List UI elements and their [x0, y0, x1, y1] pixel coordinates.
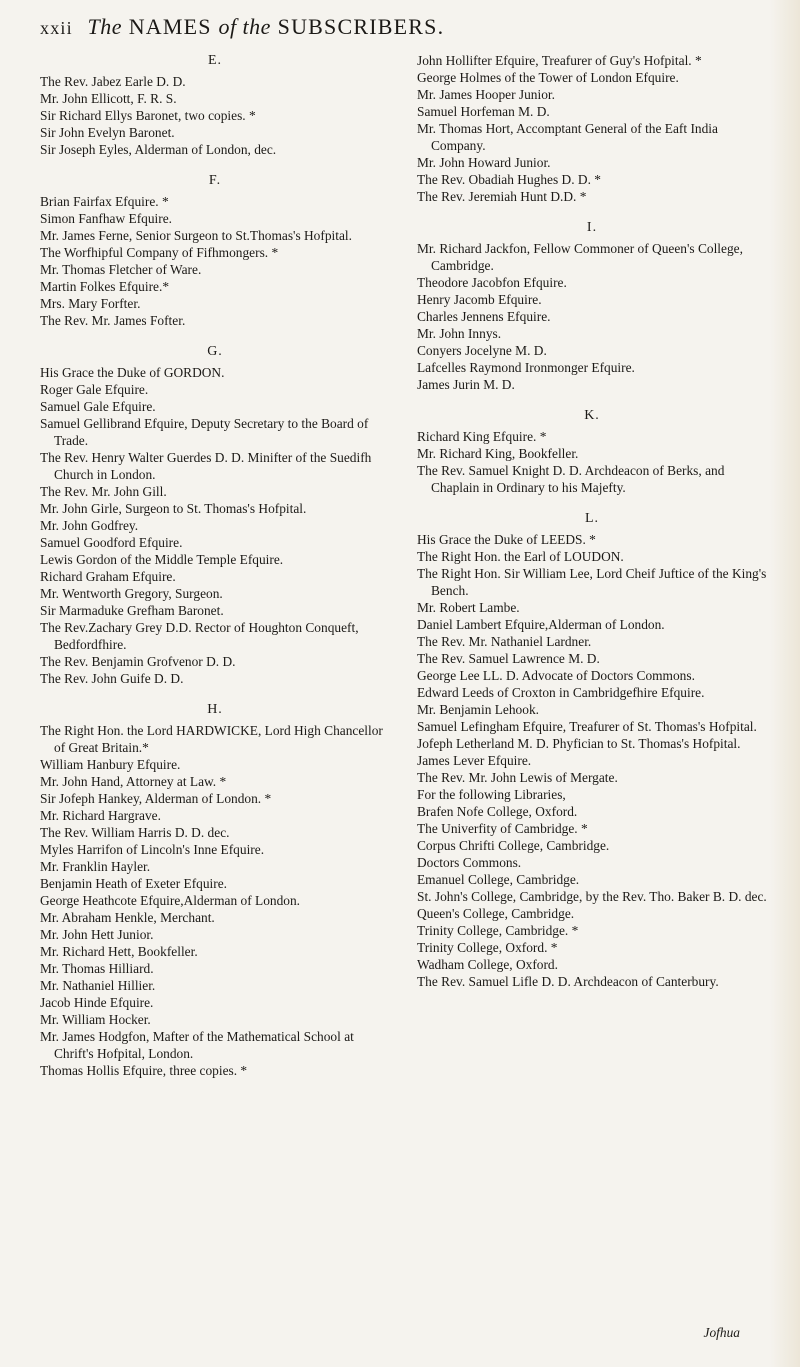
- subscriber-entry: Mr. Robert Lambe.: [417, 600, 520, 615]
- subscriber-entry: Mr. Wentworth Gregory, Surgeon.: [40, 586, 223, 601]
- subscriber-entry: Myles Harrifon of Lincoln's Inne Efquire.: [40, 842, 265, 857]
- subscriber-entry: Mr. John Hett Junior.: [40, 927, 154, 942]
- subscriber-entry: William Hanbury Efquire.: [40, 757, 181, 772]
- page-number: xxii: [40, 18, 73, 38]
- subscriber-entry: Sir John Evelyn Baronet.: [40, 125, 175, 140]
- subscriber-entry: Charles Jennens Efquire.: [417, 309, 551, 324]
- header-subscribers: SUBSCRIBERS.: [277, 14, 445, 39]
- subscriber-entry: The Rev. Jabez Earle D. D.: [40, 74, 186, 89]
- subscriber-entry: Mr. John Godfrey.: [40, 518, 139, 533]
- subscriber-entry: The Right Hon. the Earl of LOUDON.: [417, 549, 624, 564]
- subscriber-entry: Henry Jacomb Efquire.: [417, 292, 542, 307]
- subscriber-entry: Mr. John Hand, Attorney at Law. *: [40, 774, 227, 789]
- subscriber-entry: Mrs. Mary Forfter.: [40, 296, 141, 311]
- subscriber-entry: Samuel Gellibrand Efquire, Deputy Secretary to the Board of Trade.: [40, 416, 369, 448]
- section-letter: E.: [207, 53, 223, 68]
- section-letter: L.: [584, 511, 600, 526]
- subscriber-entry: The Rev. Jeremiah Hunt D.D. *: [417, 189, 587, 204]
- subscriber-entry: Theodore Jacobfon Efquire.: [417, 275, 567, 290]
- subscriber-entry: The Univerfity of Cambridge. *: [417, 821, 588, 836]
- subscriber-entry: For the following Libraries,: [417, 787, 566, 802]
- subscriber-entry: Mr. Thomas Fletcher of Ware.: [40, 262, 202, 277]
- page-edge-shadow: [770, 0, 800, 1367]
- subscriber-entry: Daniel Lambert Efquire,Alderman of London.: [417, 617, 665, 632]
- subscriber-entry: The Right Hon. Sir William Lee, Lord Cheif Juftice of the King's Bench.: [417, 566, 767, 598]
- subscriber-entry: Mr. James Hooper Junior.: [417, 87, 555, 102]
- subscriber-entry: Emanuel College, Cambridge.: [417, 872, 580, 887]
- subscriber-entry: Mr. James Ferne, Senior Surgeon to St.Thomas's Hofpital.: [40, 228, 352, 243]
- subscriber-entry: John Hollifter Efquire, Treafurer of Guy's Hofpital. *: [417, 53, 702, 68]
- subscriber-entry: Lewis Gordon of the Middle Temple Efquire.: [40, 552, 284, 567]
- subscriber-entry: The Rev.Zachary Grey D.D. Rector of Houghton Conqueft, Bedfordfhire.: [40, 620, 359, 652]
- subscriber-entry: Martin Folkes Efquire.*: [40, 279, 170, 294]
- subscriber-entry: Jofeph Letherland M. D. Phyfician to St. Thomas's Hofpital.: [417, 736, 741, 751]
- subscriber-entry: Mr. James Hodgfon, Mafter of the Mathematical School at Chrift's Hofpital, London.: [40, 1029, 354, 1061]
- subscriber-entry: The Rev. William Harris D. D. dec.: [40, 825, 230, 840]
- subscriber-entry: Samuel Gale Efquire.: [40, 399, 156, 414]
- subscriber-entry: Richard King Efquire. *: [417, 429, 547, 444]
- subscriber-entry: Thomas Hollis Efquire, three copies. *: [40, 1063, 248, 1078]
- subscriber-entry: The Rev. Samuel Knight D. D. Archdeacon of Berks, and Chaplain in Ordinary to his Majefty.: [417, 463, 725, 495]
- section-letter: F.: [208, 173, 222, 188]
- subscriber-entry: The Rev. Samuel Lawrence M. D.: [417, 651, 600, 666]
- subscriber-entry: Queen's College, Cambridge.: [417, 906, 575, 921]
- header-the: The: [87, 14, 123, 39]
- subscriber-entry: The Rev. Mr. James Fofter.: [40, 313, 186, 328]
- subscriber-entry: Samuel Horfeman M. D.: [417, 104, 550, 119]
- subscriber-entry: George Lee LL. D. Advocate of Doctors Commons.: [417, 668, 695, 683]
- subscriber-entry: Roger Gale Efquire.: [40, 382, 149, 397]
- subscriber-entry: Mr. John Ellicott, F. R. S.: [40, 91, 177, 106]
- subscriber-entry: The Rev. Mr. Nathaniel Lardner.: [417, 634, 592, 649]
- subscriber-entry: The Rev. Henry Walter Guerdes D. D. Minifter of the Suedifh Church in London.: [40, 450, 372, 482]
- subscriber-entry: The Worfhipful Company of Fifhmongers. *: [40, 245, 279, 260]
- subscriber-entry: George Heathcote Efquire,Alderman of London.: [40, 893, 301, 908]
- subscriber-entry: James Lever Efquire.: [417, 753, 532, 768]
- subscriber-entry: Brafen Nofe College, Oxford.: [417, 804, 578, 819]
- subscriber-entry: George Holmes of the Tower of London Efquire.: [417, 70, 679, 85]
- subscriber-entry: Trinity College, Cambridge. *: [417, 923, 579, 938]
- subscriber-entry: Mr. John Innys.: [417, 326, 502, 341]
- subscriber-entry: Corpus Chrifti College, Cambridge.: [417, 838, 610, 853]
- subscriber-entry: Simon Fanfhaw Efquire.: [40, 211, 173, 226]
- subscriber-entry: Samuel Lefingham Efquire, Treafurer of St. Thomas's Hofpital.: [417, 719, 757, 734]
- subscriber-entry: Mr. Benjamin Lehook.: [417, 702, 539, 717]
- section-letter: G.: [207, 344, 223, 359]
- subscriber-entry: Mr. Richard Hargrave.: [40, 808, 161, 823]
- subscriber-entry: Mr. Abraham Henkle, Merchant.: [40, 910, 215, 925]
- subscriber-entry: Lafcelles Raymond Ironmonger Efquire.: [417, 360, 635, 375]
- header-of-the: of the: [218, 14, 271, 39]
- subscriber-entry: The Rev. John Guife D. D.: [40, 671, 184, 686]
- subscriber-entry: His Grace the Duke of LEEDS. *: [417, 532, 596, 547]
- subscriber-entry: Mr. Thomas Hilliard.: [40, 961, 154, 976]
- left-column: [40, 52, 390, 1079]
- subscriber-entry: Mr. Franklin Hayler.: [40, 859, 151, 874]
- subscriber-entry: Mr. John Girle, Surgeon to St. Thomas's Hofpital.: [40, 501, 307, 516]
- subscriber-entry: Mr. Nathaniel Hillier.: [40, 978, 156, 993]
- subscriber-entry: Mr. Richard King, Bookfeller.: [417, 446, 579, 461]
- subscriber-entry: James Jurin M. D.: [417, 377, 515, 392]
- catchword: Jofhua: [703, 1325, 740, 1340]
- subscriber-entry: Sir Jofeph Hankey, Alderman of London. *: [40, 791, 272, 806]
- subscriber-entry: Doctors Commons.: [417, 855, 522, 870]
- subscriber-entry: Sir Richard Ellys Baronet, two copies. *: [40, 108, 256, 123]
- subscriber-entry: Richard Graham Efquire.: [40, 569, 176, 584]
- section-letter: H.: [207, 702, 223, 717]
- header-names: NAMES: [128, 14, 212, 39]
- subscriber-entry: Mr. John Howard Junior.: [417, 155, 551, 170]
- subscriber-entry: The Rev. Benjamin Grofvenor D. D.: [40, 654, 236, 669]
- subscriber-entry: St. John's College, Cambridge, by the Rev. Tho. Baker B. D. dec.: [417, 889, 767, 904]
- subscriber-entry: Sir Joseph Eyles, Alderman of London, dec.: [40, 142, 277, 157]
- subscriber-entry: Conyers Jocelyne M. D.: [417, 343, 547, 358]
- subscriber-entry: The Rev. Mr. John Gill.: [40, 484, 167, 499]
- subscriber-entry: Mr. William Hocker.: [40, 1012, 151, 1027]
- page-header: [40, 14, 800, 40]
- subscriber-entry: Edward Leeds of Croxton in Cambridgefhire Efquire.: [417, 685, 705, 700]
- section-letter: I.: [586, 220, 598, 235]
- subscriber-entry: Trinity College, Oxford. *: [417, 940, 558, 955]
- subscriber-entry: Sir Marmaduke Grefham Baronet.: [40, 603, 224, 618]
- subscriber-entry: Samuel Goodford Efquire.: [40, 535, 183, 550]
- subscriber-entry: Mr. Thomas Hort, Accomptant General of the Eaft India Company.: [417, 121, 718, 153]
- subscriber-entry: Jacob Hinde Efquire.: [40, 995, 154, 1010]
- subscriber-entry: Brian Fairfax Efquire. *: [40, 194, 169, 209]
- subscriber-entry: Wadham College, Oxford.: [417, 957, 558, 972]
- right-column: [417, 52, 767, 990]
- section-letter: K.: [584, 408, 600, 423]
- subscriber-entry: The Rev. Obadiah Hughes D. D. *: [417, 172, 601, 187]
- subscriber-entry: The Right Hon. the Lord HARDWICKE, Lord High Chancellor of Great Britain.*: [40, 723, 383, 755]
- subscriber-entry: His Grace the Duke of GORDON.: [40, 365, 225, 380]
- subscriber-entry: Mr. Richard Jackfon, Fellow Commoner of Queen's College, Cambridge.: [417, 241, 743, 273]
- subscriber-entry: The Rev. Mr. John Lewis of Mergate.: [417, 770, 618, 785]
- subscriber-entry: Benjamin Heath of Exeter Efquire.: [40, 876, 228, 891]
- subscriber-entry: Mr. Richard Hett, Bookfeller.: [40, 944, 198, 959]
- subscriber-entry: The Rev. Samuel Lifle D. D. Archdeacon of Canterbury.: [417, 974, 719, 989]
